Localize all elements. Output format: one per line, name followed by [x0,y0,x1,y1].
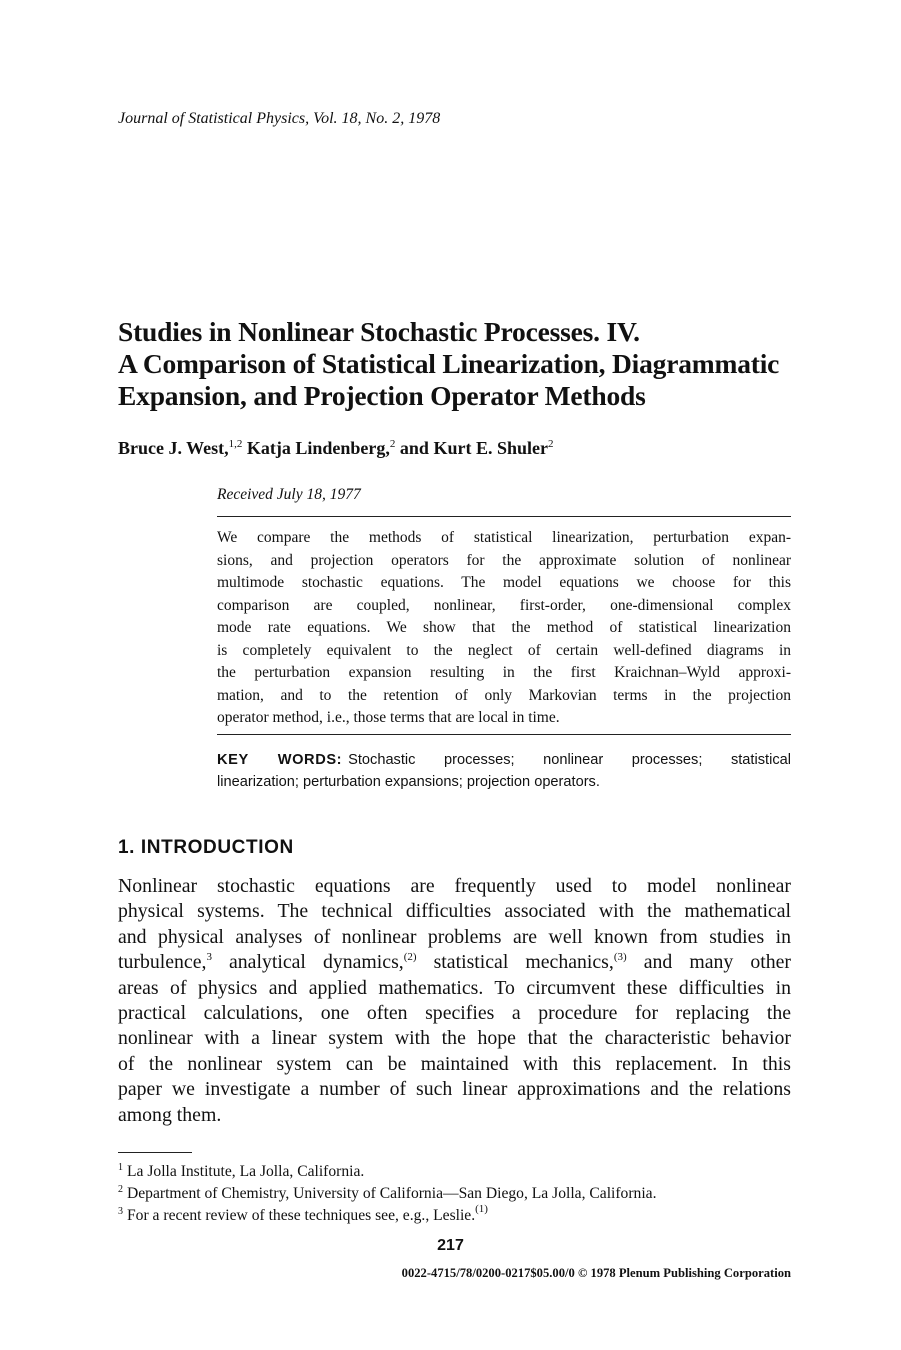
journal-citation: Journal of Statistical Physics, Vol. 18, No. 2, 1978 [118,110,441,127]
footnote-rule [118,1152,192,1153]
citation-ref: (1) [475,1203,488,1215]
footnote [118,1185,657,1203]
body-line: Nonlinear stochastic equations are frequently used to model nonlinear [118,875,791,897]
abstract [217,527,791,730]
keywords-line: Stochastic processes; nonlinear processes; statistical [348,752,791,768]
section-heading: 1. INTRODUCTION [118,837,294,858]
author-shuler: and Kurt E. Shuler [395,438,548,458]
title-line: A Comparison of Statistical Linearization, Diagrammatic [118,348,780,379]
footnote-text: Department of Chemistry, University of California—San Diego, La Jolla, California. [127,1185,657,1202]
abstract-line: operator method, i.e., those terms that are local in time. [217,709,560,726]
body-line: areas of physics and applied mathematics. To circumvent these difficulties in [118,976,791,999]
page-number: 217 [437,1237,464,1254]
abstract-line: mode rate equations. We show that the method of statistical linearization [217,619,791,636]
body-text: and many other [626,951,791,974]
body-line: among them. [118,1103,222,1126]
abstract-line: comparison are coupled, nonlinear, first-order, one-dimensional complex [217,596,791,614]
abstract-line: is completely equivalent to the neglect of certain well-defined diagrams in [217,641,791,659]
introduction-paragraph [118,874,791,1128]
footnote-text: La Jolla Institute, La Jolla, California. [127,1163,365,1180]
title-line: Studies in Nonlinear Stochastic Processes. IV. [118,316,640,347]
body-line: practical calculations, one often specifies a procedure for replacing the [118,1002,791,1025]
abstract-line: sions, and projection operators for the approximate solution of nonlinear [217,551,791,569]
footnote [118,1163,364,1181]
footnote-number: 1 [118,1162,123,1173]
keywords-label: KEY WORDS: [217,752,343,768]
body-line: and physical analyses of nonlinear problems are well known from studies in [118,925,791,948]
citation-ref: (3) [613,951,627,964]
abstract-line: We compare the methods of statistical linearization, perturbation expan- [217,529,791,546]
keywords [217,749,791,793]
body-line: physical systems. The technical difficulties associated with the mathematical [118,900,791,923]
affiliation-mark: 2 [389,438,396,450]
abstract-line: multimode stochastic equations. The model equations we choose for this [217,574,791,591]
abstract-bottom-rule [217,734,791,735]
title-line: Expansion, and Projection Operator Methods [118,380,646,411]
keywords-line: linearization; perturbation expansions; projection operators. [217,774,600,790]
affiliation-mark: 1,2 [228,438,243,450]
copyright-line: 0022-4715/78/0200-0217$05.00/0 © 1978 Plenum Publishing Corporation [401,1266,791,1280]
body-line: nonlinear with a linear system with the hope that the characteristic behavior [118,1027,791,1050]
author-list [118,438,553,459]
body-text: turbulence, [118,951,207,974]
footnote [118,1203,488,1225]
body-text: analytical dynamics, [211,951,404,974]
affiliation-mark: 2 [547,438,554,450]
body-line [118,950,791,975]
paper-title [118,316,818,412]
abstract-line: mation, and to the retention of only Markovian terms in the projection [217,686,791,704]
citation-ref: (2) [403,951,417,964]
footnote-ref: 3 [206,951,212,964]
footnote-number: 2 [118,1184,123,1195]
body-line: paper we investigate a number of such linear approximations and the relations [118,1078,791,1101]
abstract-line: the perturbation expansion resulting in the first Kraichnan–Wyld approxi- [217,664,791,681]
body-line: of the nonlinear system can be maintained with this replacement. In this [118,1052,791,1075]
abstract-top-rule [217,516,791,517]
footnote-number: 3 [118,1206,123,1217]
author-lindenberg: Katja Lindenberg, [242,438,390,458]
body-text: statistical mechanics, [416,951,614,974]
author-west: Bruce J. West, [118,438,229,458]
received-date: Received July 18, 1977 [217,486,361,503]
footnote-text: For a recent review of these techniques see, e.g., Leslie. [127,1207,476,1224]
